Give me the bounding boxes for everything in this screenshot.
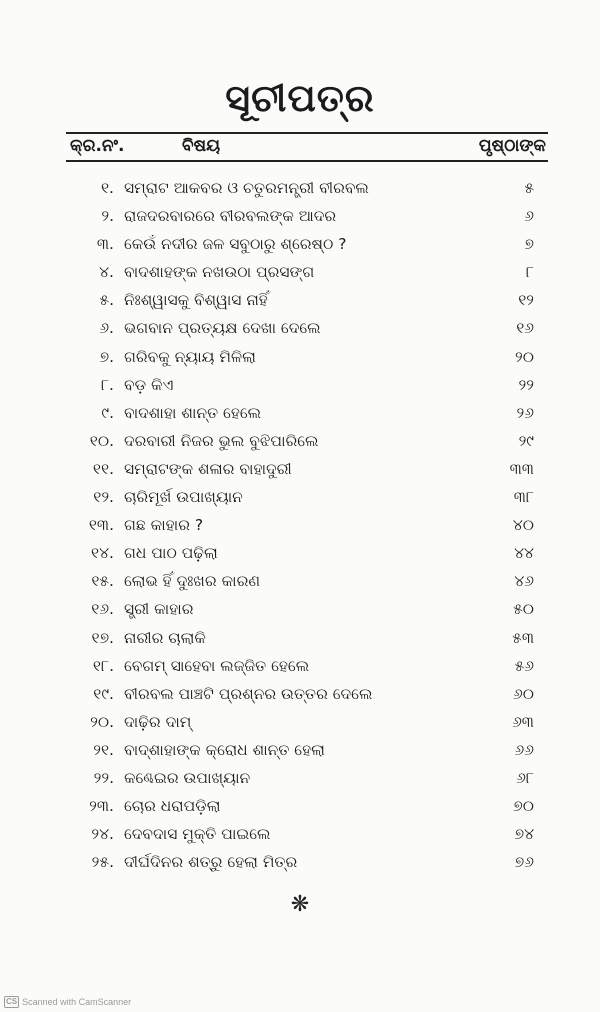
row-subject: ଦୀର୍ଘଦିନର ଶତ୍ରୁ ହେଲା ମିତ୍ର xyxy=(124,853,298,872)
row-subject: ନାରୀର ଚାଲାକି xyxy=(124,628,206,647)
row-subject: ସମ୍ରାଟଙ୍କ ଶଳାର ବାହାଦୁରୀ xyxy=(124,459,292,478)
camscanner-logo-icon: CS xyxy=(6,997,18,1006)
contents-row xyxy=(0,680,600,708)
row-page-number: ୧୨ xyxy=(518,291,534,310)
contents-row xyxy=(0,202,600,230)
contents-row xyxy=(0,455,600,483)
row-page-number: ୪୪ xyxy=(514,544,534,563)
contents-row xyxy=(0,848,600,876)
row-page-number: ୭୪ xyxy=(514,825,534,844)
row-subject: ଗଛ କାହାର ? xyxy=(124,516,204,535)
contents-row xyxy=(0,539,600,567)
row-subject: ଲୋଭ ହିଁ ଦୁଃଖର କାରଣ xyxy=(124,572,261,591)
row-subject: ରାଜଦରବାରରେ ବୀରବଲଙ୍କ ଆଦର xyxy=(124,207,337,226)
scanner-watermark xyxy=(4,996,131,1008)
row-subject: ବାଦଶାହଙ୍କ ନଖଉଠା ପ୍ରସଙ୍ଗ xyxy=(124,263,315,282)
contents-row xyxy=(0,174,600,202)
row-subject: ବୀରବଲ ପାଞ୍ଚଟି ପ୍ରଶ୍ନର ଉତ୍ତର ଦେଲେ xyxy=(124,684,373,703)
row-page-number: ୫୦ xyxy=(513,600,534,619)
row-subject: ଚାରିମୂର୍ଖ ଉପାଖ୍ୟାନ xyxy=(124,488,243,507)
row-subject: ଦାଢ଼ିର ଦାମ୍ xyxy=(124,712,192,731)
row-page-number: ୭୬ xyxy=(514,853,534,872)
row-subject: ବାଦ୍‌ଶାହାଙ୍କ କ୍ରୋଧ ଶାନ୍ତ ହେଲା xyxy=(124,740,325,759)
row-serial-number: ୫. xyxy=(99,291,114,310)
row-subject: ସ୍ତ୍ରୀ କାହାର xyxy=(124,600,194,619)
contents-row xyxy=(0,427,600,455)
row-serial-number: ୧୭. xyxy=(91,628,114,647)
row-page-number: ୫ xyxy=(524,179,534,197)
row-page-number: ୬୦ xyxy=(513,684,534,703)
contents-row xyxy=(0,258,600,286)
row-serial-number: ୧୮. xyxy=(92,656,114,675)
contents-row xyxy=(0,595,600,623)
row-serial-number: ୧. xyxy=(100,179,114,197)
row-serial-number: ୨୦. xyxy=(90,712,114,731)
contents-row xyxy=(0,399,600,427)
contents-list xyxy=(0,174,600,876)
row-page-number: ୫୩ xyxy=(512,628,534,647)
row-serial-number: ୩. xyxy=(96,235,114,254)
row-subject: ଦେବଦାସ ମୁକ୍ତି ପାଇଲେ xyxy=(124,825,271,844)
header-subject: ବିଷୟ xyxy=(182,136,221,156)
header-top-rule xyxy=(66,132,548,134)
contents-row xyxy=(0,483,600,511)
header-bottom-rule xyxy=(66,160,548,162)
flower-ornament-icon: ❋ xyxy=(290,892,310,917)
row-serial-number: ୨୨. xyxy=(93,768,114,787)
row-page-number: ୬ xyxy=(524,207,534,226)
row-serial-number: ୨୧. xyxy=(93,740,114,759)
row-page-number: ୩୮ xyxy=(513,488,534,507)
contents-row xyxy=(0,371,600,399)
row-subject: ବେଗମ୍ ସାହେବା ଲଜ୍ଜିତ ହେଲେ xyxy=(124,656,310,675)
row-serial-number: ୪. xyxy=(99,263,114,282)
contents-row xyxy=(0,764,600,792)
row-page-number: ୮ xyxy=(525,263,534,282)
row-page-number: ୧୬ xyxy=(516,319,534,338)
row-serial-number: ୧୪. xyxy=(91,544,114,563)
row-serial-number: ୧୫. xyxy=(91,572,114,591)
page-title: ସୂଚୀପତ୍ର xyxy=(225,76,375,120)
contents-row xyxy=(0,314,600,342)
row-subject: ବାଦଶାହା ଶାନ୍ତ ହେଲେ xyxy=(124,403,262,422)
contents-row xyxy=(0,792,600,820)
row-serial-number: ୨୪. xyxy=(91,825,114,844)
row-serial-number: ୬. xyxy=(99,319,114,338)
row-page-number: ୪୦ xyxy=(512,516,534,535)
row-subject: ଗଧ ପାଠ ପଢ଼ିଲା xyxy=(124,544,218,563)
row-page-number: ୨୦ xyxy=(515,347,534,366)
row-serial-number: ୨୩. xyxy=(89,797,114,816)
row-serial-number: ୮. xyxy=(100,375,114,394)
row-page-number: ୬୬ xyxy=(514,740,534,759)
row-serial-number: ୨୫. xyxy=(91,853,114,872)
row-page-number: ୭ xyxy=(524,235,534,254)
row-page-number: ୩୩ xyxy=(509,459,534,478)
contents-row xyxy=(0,567,600,595)
row-serial-number: ୨. xyxy=(101,207,114,226)
row-page-number: ୬୮ xyxy=(516,768,534,787)
contents-row xyxy=(0,511,600,539)
row-page-number: ୪୬ xyxy=(514,572,534,591)
row-page-number: ୨୯ xyxy=(518,431,534,450)
row-subject: ସମ୍ରାଟ ଆକବର ଓ ଚତୁରମନ୍ତ୍ରୀ ବୀରବଲ xyxy=(124,179,369,197)
contents-row xyxy=(0,624,600,652)
row-subject: ନିଃଶ୍ୱାସକୁ ବିଶ୍ୱାସ ନାହିଁ xyxy=(124,291,268,310)
row-page-number: ୬୩ xyxy=(512,712,534,731)
row-serial-number: ୧୧. xyxy=(92,459,114,478)
row-subject: ଚୋର ଧରାପଡ଼ିଲା xyxy=(124,797,221,816)
row-serial-number: ୯. xyxy=(101,403,114,422)
row-page-number: ୫୬ xyxy=(514,656,534,675)
contents-row xyxy=(0,652,600,680)
contents-row xyxy=(0,736,600,764)
contents-row xyxy=(0,286,600,314)
row-serial-number: ୧୨. xyxy=(93,488,114,507)
row-subject: ଭଗବାନ ପ୍ରତ୍ୟକ୍ଷ ଦେଖା ଦେଲେ xyxy=(124,319,321,338)
row-subject: କଣ୍ଢେଇର ଉପାଖ୍ୟାନ xyxy=(124,768,251,787)
contents-row xyxy=(0,343,600,371)
contents-row xyxy=(0,820,600,848)
watermark-text: Scanned with CamScanner xyxy=(22,997,132,1007)
header-serial-number: କ୍ର.ନଂ. xyxy=(70,136,125,156)
row-serial-number: ୧୬. xyxy=(91,600,114,619)
row-page-number: ୨୬ xyxy=(516,403,534,422)
contents-row xyxy=(0,708,600,736)
row-subject: ଗରିବକୁ ନ୍ୟାୟ ମିଳିଲା xyxy=(124,347,256,366)
row-subject: ଦରବାରୀ ନିଜର ଭୁଲ ବୁଝିପାରିଲେ xyxy=(124,431,319,450)
header-page-number: ପୃଷ୍ଠାଙ୍କ xyxy=(478,136,546,156)
row-serial-number: ୧୩. xyxy=(88,516,114,535)
row-serial-number: ୭. xyxy=(99,347,114,366)
row-serial-number: ୧୯. xyxy=(93,684,114,703)
row-serial-number: ୧୦. xyxy=(89,431,114,450)
row-page-number: ୭୦ xyxy=(513,797,534,816)
row-subject: ବଡ଼ କିଏ xyxy=(124,375,174,394)
row-page-number: ୨୨ xyxy=(518,375,534,394)
row-subject: କେଉଁ ନଦୀର ଜଳ ସବୁଠାରୁ ଶ୍ରେଷ୍ଠ ? xyxy=(124,235,347,254)
contents-row xyxy=(0,230,600,258)
